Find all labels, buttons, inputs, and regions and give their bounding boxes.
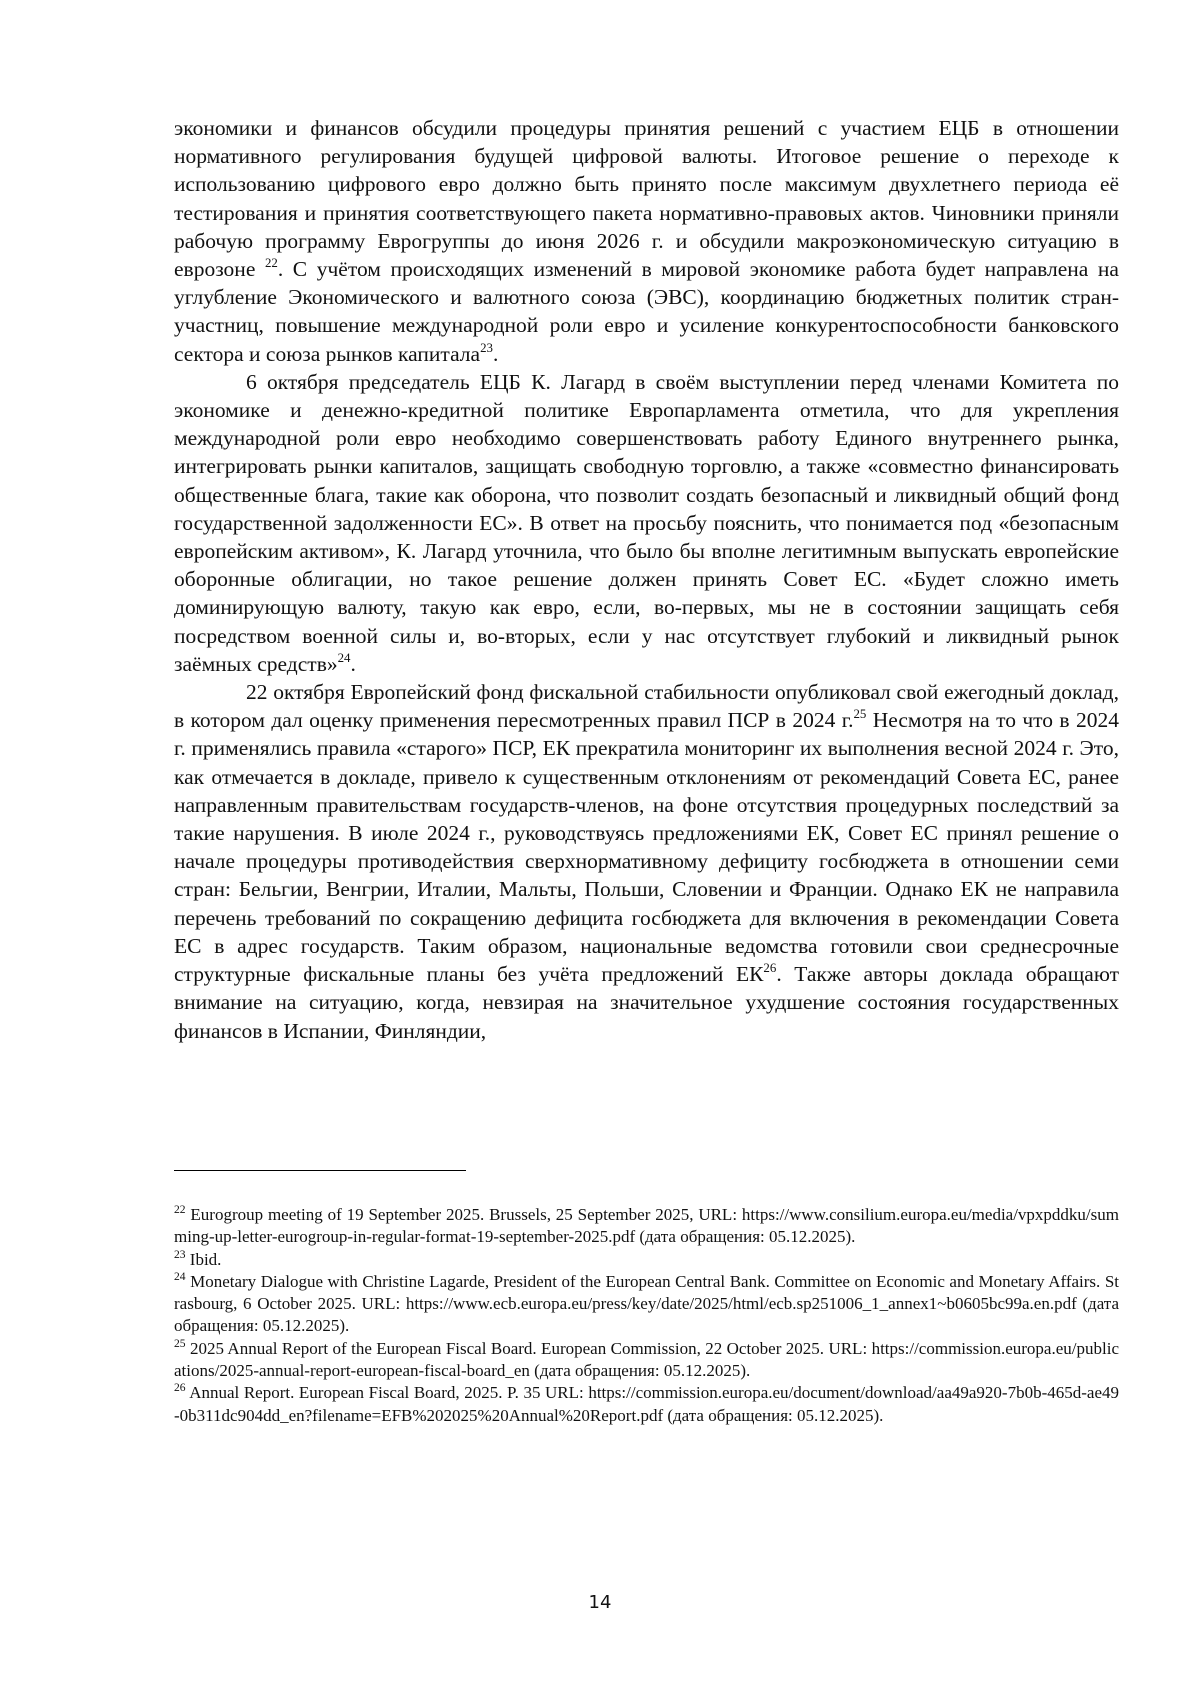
footnote-number: 22 [174, 1203, 186, 1217]
text-run: 22 октября Европейский фонд фискальной стабильности опубликовал свой ежегодный доклад, в котором дал оценку применения пересмотренных правил ПСР в 2024 г. [174, 680, 1119, 733]
footnote-text: Eurogroup meeting of 19 September 2025. Brussels, 25 September 2025, URL: https://www.consilium.europa.eu/media/vpxpddku/summing-up-letter-eurogroup-in-regular-format-19-september-2025.pdf (дата обращения: 05.12.2025). [174, 1205, 1119, 1247]
footnote [174, 1249, 1119, 1271]
footnote-text: Monetary Dialogue with Christine Lagarde, President of the European Central Bank. Committee on Economic and Monetary Affairs. Strasbourg, 6 October 2025. URL: https://www.ecb.europa.eu/press/key/date/2025/html/ecb.sp251006_1_annex1~b0605bc99a.en.pdf (дата обращения: 05.12.2025). [174, 1271, 1119, 1336]
footnote-ref: 24 [337, 650, 351, 665]
text-run: Несмотря на то что в 2024 г. применялись правила «старого» ПСР, ЕК прекратила мониторинг их выполнения весной 2024 г. Это, как отмечается в докладе, привело к существенным отклонениям от рекомендаций Совета ЕС, ранее направленным правительствам государств-членов, на фоне отсутствия процедурных последствий за такие нарушения. В июле 2024 г., руководствуясь предложениями ЕК, Совет ЕС принял решение о начале процедуры противодействия сверхнормативному дефициту госбюджета в отношении семи стран: Бельгии, Венгрии, Италии, Мальты, Польши, Словении и Франции. Однако ЕК не направила перечень требований по сокращению дефицита госбюджета для включения в рекомендации Совета ЕС в адрес государств. Таким образом, национальные ведомства готовили свои среднесрочные структурные фискальные планы без учёта предложений ЕК [174, 708, 1119, 987]
footnote [174, 1204, 1119, 1249]
footnote-text: Annual Report. European Fiscal Board, 2025. P. 35 URL: https://commission.europa.eu/document/download/aa49a920-7b0b-465d-ae49-0b311dc904dd_en?filename=EFB%202025%20Annual%20Report.pdf (дата обращения: 05.12.2025). [174, 1383, 1119, 1425]
text-run: . [492, 341, 499, 366]
footnote-text: 2025 Annual Report of the European Fiscal Board. European Commission, 22 October 2025. URL: https://commission.europa.eu/publications/2025-annual-report-european-fiscal-board_en (дата обращения: 05.12.2025). [174, 1338, 1119, 1381]
text-run: . Также авторы доклада обращают внимание на ситуацию, когда, невзирая на значительное ухудшение состояния государственных финансов в Испании, Финляндии, [174, 962, 1119, 1043]
footnote-ref: 22 [264, 256, 278, 270]
footnote-number: 26 [174, 1381, 186, 1395]
text-run: . С учётом происходящих изменений в мировой экономике работа будет направлена на углубление Экономического и валютного союза (ЭВС), координацию бюджетных политик стран-участниц, повышение международной роли евро и усиление конкурентоспособности банковского сектора и союза рынков капитала [174, 257, 1119, 366]
text-run: 6 октября председатель ЕЦБ К. Лагард в своём выступлении перед членами Комитета по экономике и денежно-кредитной политике Европарламента отметила, что для укрепления международной роли евро необходимо совершенствовать работу Единого внутреннего рынка, интегрировать рынки капиталов, защищать свободную торговлю, а также «совместно финансировать общественные блага, такие как оборона, что позволит создать безопасный и ликвидный общий фонд государственной задолженности ЕС». В ответ на просьбу пояснить, что понимается под «безопасным европейским активом», К. Лагард уточнила, что было бы вполне легитимным выпускать европейские оборонные облигации, но такое решение должен принять Совет ЕС. «Будет сложно иметь доминирующую валюту, такую как евро, если, во-первых, мы не в состоянии защищать себя посредством военной силы и, во-вторых, если у нас отсутствует глубокий и ликвидный рынок заёмных средств» [174, 369, 1119, 676]
footnotes [174, 1204, 1119, 1427]
footnote [174, 1338, 1119, 1383]
paragraph [174, 368, 1119, 678]
paragraph [174, 678, 1119, 1045]
footnote [174, 1382, 1119, 1427]
page-number: 14 [588, 1592, 612, 1613]
footnote-number: 24 [174, 1269, 186, 1283]
footnote-ref: 26 [763, 961, 777, 976]
footnote-number: 23 [174, 1247, 186, 1261]
paragraph [174, 114, 1119, 368]
footnote-text: Ibid. [185, 1249, 222, 1269]
footnote-ref: 25 [853, 707, 867, 722]
footnote-separator [174, 1170, 466, 1171]
text-run: . [350, 651, 356, 676]
footnote [174, 1271, 1119, 1338]
footnote-ref: 23 [480, 340, 493, 355]
footnote-number: 25 [174, 1336, 186, 1350]
text-run: экономики и финансов обсудили процедуры принятия решений с участием ЕЦБ в отношении нормативного регулирования будущей цифровой валюты. Итоговое решение о переходе к использованию цифрового евро должно быть принято после максимум двухлетнего периода её тестирования и принятия соответствующего пакета нормативно-правовых актов. Чиновники приняли рабочую программу Еврогруппы до июня 2026 г. и обсудили макроэкономическую ситуацию в еврозоне [174, 116, 1119, 282]
main-text [174, 114, 1119, 1045]
